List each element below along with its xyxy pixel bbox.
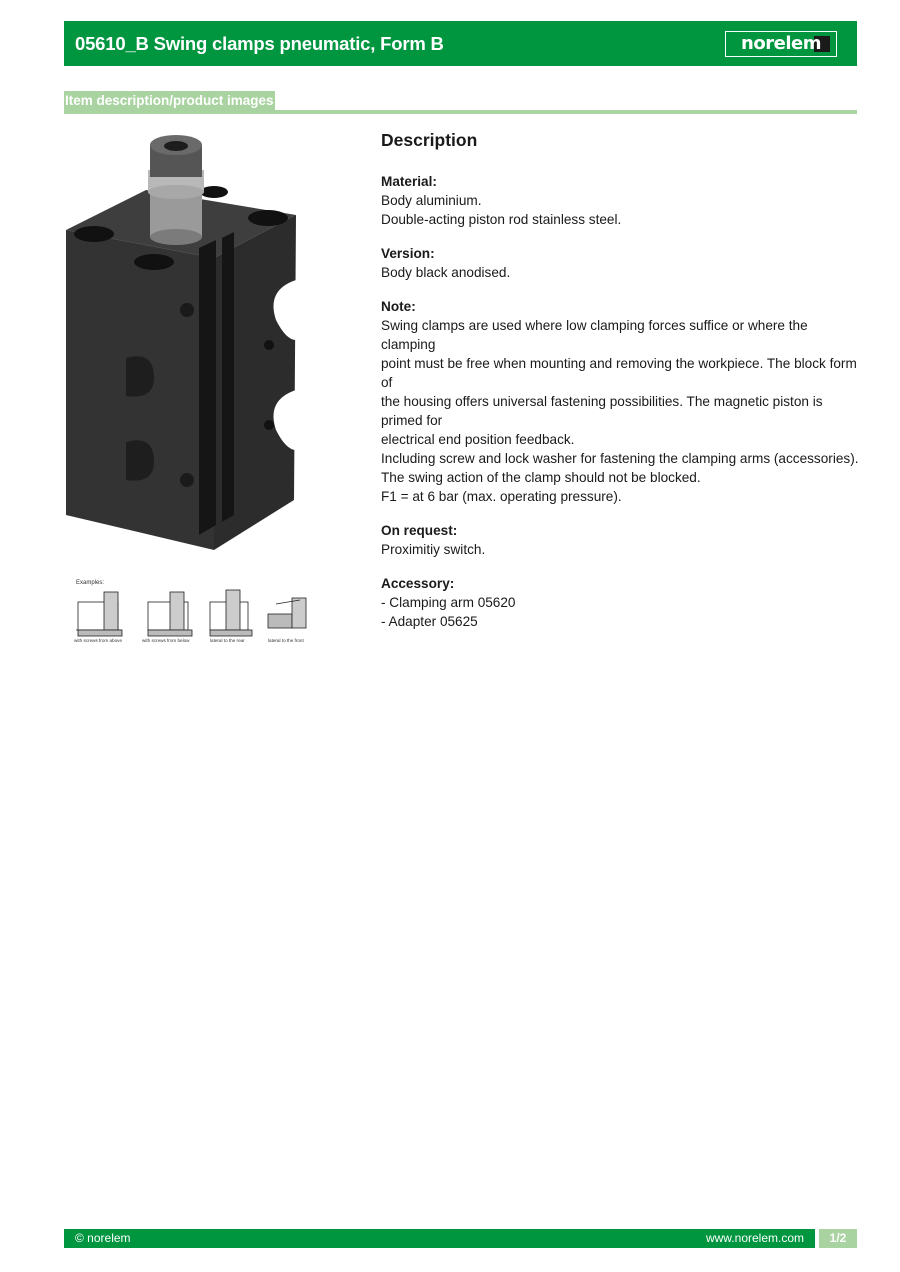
footer-copyright: © norelem [75,1231,131,1245]
example-label-3: lateral to the rear [210,638,245,643]
description-heading: Description [381,130,478,150]
product-image [64,130,298,562]
example-below [148,592,192,636]
example-rear [210,590,252,636]
page-header [64,21,857,66]
norelem-logo[interactable] [725,31,837,57]
examples-caption: Examples: [76,580,105,586]
version-line: Body black anodised. [381,265,511,280]
accessory-link[interactable]: - Adapter 05625 [381,614,478,629]
section-tab: Item description/product images [64,91,275,111]
example-front [268,598,306,628]
note-line: The swing action of the clamp should not be blocked. [381,470,701,485]
mounting-examples-drawing [64,570,320,654]
on-request-line: Proximitiy switch. [381,542,486,557]
note-block [381,297,861,506]
note-line: F1 = at 6 bar (max. operating pressure). [381,489,622,504]
on-request-label: On request: [381,523,458,538]
example-label-2: with screws from below [142,638,190,643]
note-line: point must be free when mounting and removing the workpiece. The block form of [381,356,857,390]
note-line: Swing clamps are used where low clamping forces suffice or where the clamping [381,318,808,352]
note-line: the housing offers universal fastening possibilities. The magnetic piston is primed for [381,394,823,428]
section-divider [64,110,857,114]
accessory-block [381,574,861,631]
note-line: Including screw and lock washer for fastening the clamping arms (accessories). [381,451,859,466]
material-label: Material: [381,174,437,189]
accessory-label: Accessory: [381,576,455,591]
material-line: Body aluminium. [381,193,482,208]
page-number: 1/2 [819,1229,857,1248]
version-block [381,244,861,282]
example-label-4: lateral to the front [268,638,304,643]
description-panel [381,128,861,646]
example-label-1: with screws from above [74,638,122,643]
accessory-link[interactable]: - Clamping arm 05620 [381,595,516,610]
material-block [381,172,861,229]
on-request-block [381,521,861,559]
footer-website-link[interactable]: www.norelem.com [705,1231,804,1245]
example-above [76,592,122,636]
note-label: Note: [381,299,416,314]
page-footer [64,1229,815,1248]
version-label: Version: [381,246,435,261]
mounting-examples [64,570,320,654]
material-line: Double-acting piston rod stainless steel. [381,212,622,227]
logo-text: norelem [741,33,821,54]
note-line: electrical end position feedback. [381,432,575,447]
page-title: 05610_B Swing clamps pneumatic, Form B [75,32,444,54]
